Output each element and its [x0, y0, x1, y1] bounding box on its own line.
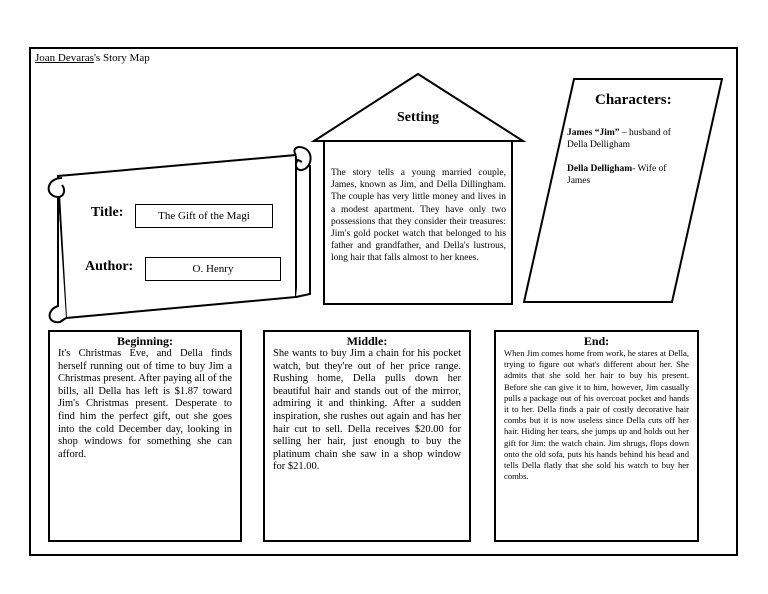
- middle-text: She wants to buy Jim a chain for his pocket watch, but they're out of her price range. Rushing home, Della pulls down her beautiful hair and stands out of the mirror, admiring it and thinking. After a sudden inspiration, she rushes out again and has her hair cut to sell. Della receives $20.00 for selling her hair, just enough to buy the platinum chain she saw in a shop window for $21.00.: [273, 348, 461, 473]
- middle-heading: Middle:: [346, 334, 388, 348]
- character-desc: – husband of Della Delligham: [567, 128, 671, 150]
- beginning-box: [48, 330, 242, 542]
- title-value-box: The Gift of the Magi: [135, 204, 273, 228]
- character-name: Della Delligham: [567, 164, 633, 174]
- end-box: [494, 330, 699, 542]
- author-label: Author:: [85, 259, 134, 274]
- character-entry: [567, 127, 687, 151]
- title-label: Title:: [91, 205, 124, 220]
- character-entry: [567, 163, 682, 187]
- beginning-heading: Beginning:: [116, 334, 173, 348]
- character-name: James “Jim”: [567, 128, 620, 138]
- characters-shape: [524, 79, 722, 302]
- author-value-box: O. Henry: [145, 257, 281, 281]
- setting-heading: Setting: [397, 110, 439, 125]
- title-scroll-shape: [49, 147, 311, 322]
- end-text: When Jim comes home from work, he stares at Della, trying to figure out what's different about her. She admits that she sold her hair to buy his present. Before she can give it to him, however, Jim casually pulls a package out of his overcoat pocket and hands it to her. Della finds a pair of costly decorative hair combs but it is now useless since Della cuts off her hair. Hiding her tears, she jumps up and holds out her gift for Jim: the watch chain. Jim shrugs, flops down onto the old sofa, puts his hands behind his head and tells Della flatly that she sold his watch to buy her combs.: [504, 348, 689, 482]
- setting-roof-shape: [314, 74, 523, 141]
- end-heading: End:: [583, 334, 610, 348]
- student-name: Joan Devaras: [35, 52, 94, 64]
- middle-box: [263, 330, 471, 542]
- page-title-suffix: 's Story Map: [93, 52, 150, 64]
- characters-heading: Characters:: [595, 92, 672, 108]
- beginning-text: It's Christmas Eve, and Della finds herself running out of time to buy Jim a Christmas present. After paying all of the bills, all Della has left is $1.87 toward Jim's Christmas present. Desperate to find him the perfect gift, out she goes into the cold December day, looking in shop windows for something she can afford.: [58, 348, 232, 460]
- setting-text: The story tells a young married couple, James, known as Jim, and Della Dillingham. The couple has very little money and lives in a modest apartment. They have only two possessions that they consider their treasures: Jim's gold pocket watch that belonged to his father and grandfather, and Della's lustrous, long hair that falls almost to her knees.: [331, 168, 506, 264]
- character-desc: - Wife of James: [567, 164, 667, 186]
